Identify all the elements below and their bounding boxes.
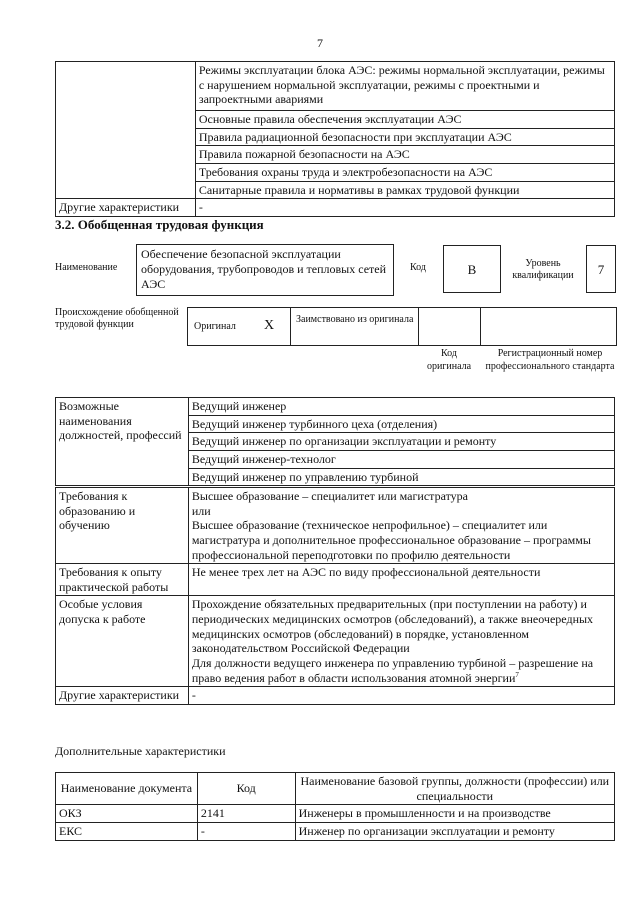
education-value xyxy=(188,488,614,564)
table-cell: Инженер по организации эксплуатации и ремонту xyxy=(295,822,614,840)
table-row xyxy=(56,805,615,823)
special-conditions-label: Особые условия допуска к работе xyxy=(56,596,189,687)
level-label: Уровень квалификации xyxy=(512,258,574,281)
table-row xyxy=(56,596,615,687)
additional-table xyxy=(55,772,615,841)
list-item: Ведущий инженер xyxy=(188,398,614,416)
other-characteristics-label: Другие характеристики xyxy=(56,199,196,217)
list-item: Ведущий инженер по управлению турбиной xyxy=(188,468,614,486)
name-label: Наименование xyxy=(55,262,118,273)
section-title: 3.2. Обобщенная трудовая функция xyxy=(55,217,264,232)
positions-table xyxy=(55,397,615,486)
code-box xyxy=(443,245,501,293)
footnote-marker: 7 xyxy=(515,670,519,679)
level-box xyxy=(586,245,616,293)
level-value: 7 xyxy=(597,262,605,277)
divider xyxy=(480,308,481,345)
special-line: Прохождение обязательных предварительных (при поступлении на работу) и периодических медицинских осмотров (обследований), а также внеочередных медицинских осмотров (обследований) в порядке, установленном законодательством Российской Федерации xyxy=(191,597,594,656)
table-cell: Санитарные правила и нормативы в рамках трудовой функции xyxy=(195,181,614,199)
requirements-table xyxy=(55,487,615,705)
education-line: Высшее образование – специалитет или магистратура xyxy=(191,489,468,503)
table-cell: Правила радиационной безопасности при эксплуатации АЭС xyxy=(195,128,614,146)
table-row xyxy=(56,822,615,840)
other-characteristics-label: Другие характеристики xyxy=(56,687,189,705)
additional-title: Дополнительные характеристики xyxy=(55,744,226,758)
table-cell: Правила пожарной безопасности на АЭС xyxy=(195,146,614,164)
table-row xyxy=(56,199,615,217)
experience-value: Не менее трех лет на АЭС по виду профессиональной деятельности xyxy=(188,564,614,596)
list-item: Ведущий инженер-технолог xyxy=(188,450,614,468)
education-line: Высшее образование (техническое непрофильное) – специалитет или магистратура и дополнительное профессиональное образование – программы профессиональной переподготовки по профилю деятельности xyxy=(191,518,591,562)
table-row xyxy=(56,488,615,564)
blank-cell xyxy=(56,62,196,199)
special-line: Для должности ведущего инженера по управлению турбиной – разрешение на право ведения работ в области использования атомной энергии$^7$ xyxy=(191,655,594,685)
borrowed-label: Заимствовано из оригинала xyxy=(296,314,414,325)
function-name: Обеспечение безопасной эксплуатации оборудования, трубопроводов и тепловых сетей АЭС xyxy=(141,247,387,291)
table-cell: 2141 xyxy=(197,805,295,823)
other-characteristics-value: - xyxy=(195,199,614,217)
other-characteristics-value: - xyxy=(188,687,614,705)
divider xyxy=(290,308,291,345)
table-cell: Основные правила обеспечения эксплуатации АЭС xyxy=(195,111,614,129)
function-name-box xyxy=(136,244,394,296)
table-row xyxy=(56,687,615,705)
divider xyxy=(418,308,419,345)
list-item: Ведущий инженер турбинного цеха (отделения) xyxy=(188,415,614,433)
table-row xyxy=(56,62,615,111)
origin-label: Происхождение обобщенной трудовой функции xyxy=(55,307,179,330)
page-number: 7 xyxy=(317,36,323,50)
column-header: Код xyxy=(197,773,295,805)
original-label: Оригинал xyxy=(194,321,236,332)
code-original-caption: Код оригинала xyxy=(426,348,472,372)
origin-row xyxy=(187,307,617,346)
table-header-row xyxy=(56,773,615,805)
table-cell: ОКЗ xyxy=(56,805,198,823)
education-label: Требования к образованию и обучению xyxy=(56,488,189,564)
table-cell: Требования охраны труда и электробезопасности на АЭС xyxy=(195,163,614,181)
table-cell: - xyxy=(197,822,295,840)
experience-label: Требования к опыту практической работы xyxy=(56,564,189,596)
column-header: Наименование базовой группы, должности (профессии) или специальности xyxy=(295,773,614,805)
positions-label: Возможные наименования должностей, профессий xyxy=(56,398,189,486)
table-cell: Режимы эксплуатации блока АЭС: режимы нормальной эксплуатации, режимы с нарушением нормальной эксплуатации, режимы с проектными и запроектными авариями xyxy=(195,62,614,111)
column-header: Наименование документа xyxy=(56,773,198,805)
knowledge-table xyxy=(55,61,615,217)
code-value: B xyxy=(467,262,477,277)
table-cell: ЕКС xyxy=(56,822,198,840)
original-mark: X xyxy=(264,318,275,333)
code-label: Код xyxy=(410,262,426,273)
list-item: Ведущий инженер по организации эксплуатации и ремонту xyxy=(188,433,614,451)
reg-number-caption: Регистрационный номер профессионального стандарта xyxy=(485,348,615,372)
education-line: или xyxy=(191,503,211,518)
special-conditions-value xyxy=(188,596,614,687)
table-cell: Инженеры в промышленности и на производстве xyxy=(295,805,614,823)
table-row xyxy=(56,564,615,596)
